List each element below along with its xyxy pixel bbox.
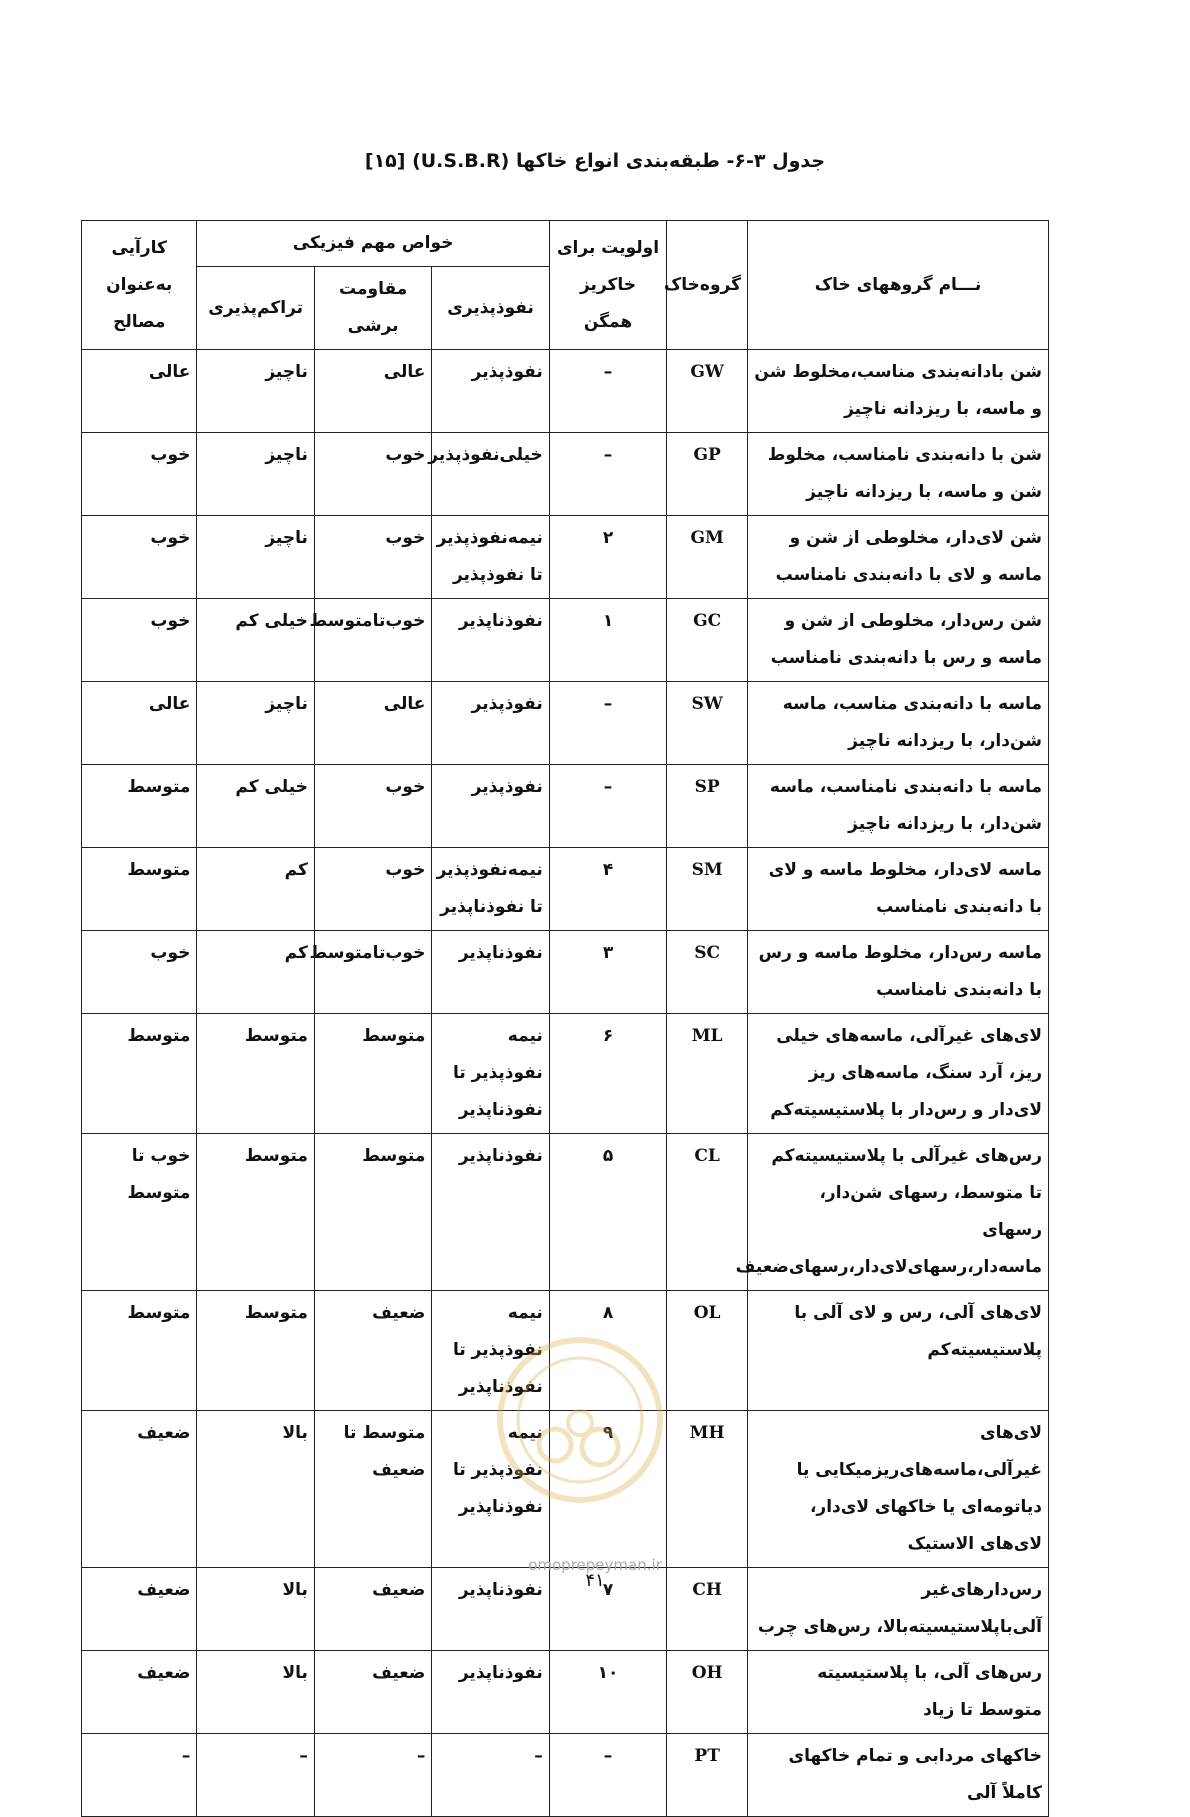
soil-group-name-cell: ماسه لای‌دار، مخلوط ماسه و لای با دانه‌بندی نامناسب (748, 848, 1049, 931)
performance-cell: خوب تا متوسط (82, 1134, 197, 1291)
soil-group-name-cell: ماسه رس‌دار، مخلوط ماسه و رس با دانه‌بندی نامناسب (748, 931, 1049, 1014)
priority-cell: ۶ (549, 1014, 666, 1134)
header-priority-line2: خاکریز همگن (579, 274, 637, 332)
header-priority (549, 221, 666, 350)
soil-group-code-cell: SC (667, 931, 748, 1014)
priority-cell: ۳ (549, 931, 666, 1014)
priority-cell: ۴ (549, 848, 666, 931)
shear-strength-cell: متوسط (314, 1014, 431, 1134)
soil-group-code-cell: MH (667, 1411, 748, 1568)
table-row (82, 848, 1049, 931)
soil-group-name-cell: رس‌های آلی، با پلاستیسیته متوسط تا زیاد (748, 1651, 1049, 1734)
compressibility-cell: متوسط (197, 1291, 314, 1411)
soil-group-code-cell: SW (667, 682, 748, 765)
compressibility-cell: خیلی کم (197, 599, 314, 682)
performance-cell: خوب (82, 931, 197, 1014)
soil-group-code-cell: OL (667, 1291, 748, 1411)
soil-group-code-cell: GW (667, 350, 748, 433)
permeability-cell: نیمه نفوذپذیر تا نفوذناپذیر (432, 1411, 549, 1568)
compressibility-cell: کم (197, 931, 314, 1014)
permeability-cell: نفوذپذیر (432, 682, 549, 765)
permeability-cell: نیمه نفوذپذیر تا نفوذناپذیر (432, 1014, 549, 1134)
table-row (82, 1734, 1049, 1817)
permeability-cell: نفوذپذیر (432, 350, 549, 433)
performance-cell: – (82, 1734, 197, 1817)
table-row (82, 1411, 1049, 1568)
table-row (82, 433, 1049, 516)
soil-group-code-cell: PT (667, 1734, 748, 1817)
performance-cell: متوسط (82, 1014, 197, 1134)
soil-group-name-cell: ماسه با دانه‌بندی نامناسب، ماسه شن‌دار، با ریزدانه ناچیز (748, 765, 1049, 848)
priority-cell: – (549, 682, 666, 765)
header-soil-group-name: نـــام گروههای خاک (748, 221, 1049, 350)
performance-cell: خوب (82, 516, 197, 599)
shear-strength-cell: متوسط (314, 1134, 431, 1291)
table-body (82, 350, 1049, 1817)
compressibility-cell: خیلی کم (197, 765, 314, 848)
table-row (82, 765, 1049, 848)
performance-cell: خوب (82, 433, 197, 516)
shear-strength-cell: متوسط تا ضعیف (314, 1411, 431, 1568)
permeability-cell: نفوذناپذیر (432, 931, 549, 1014)
priority-cell: ۵ (549, 1134, 666, 1291)
performance-cell: ضعیف (82, 1651, 197, 1734)
performance-cell: ضعیف (82, 1568, 197, 1651)
performance-cell: عالی (82, 682, 197, 765)
soil-group-code-cell: CL (667, 1134, 748, 1291)
priority-cell: ۹ (549, 1411, 666, 1568)
header-priority-line1: اولویت برای (556, 237, 660, 258)
shear-strength-cell: – (314, 1734, 431, 1817)
priority-cell: – (549, 433, 666, 516)
permeability-cell: نیمه‌نفوذپذیر تا نفوذناپذیر (432, 848, 549, 931)
permeability-cell: نفوذپذیر (432, 765, 549, 848)
table-row (82, 599, 1049, 682)
page-number: ۴۱ (585, 1570, 605, 1591)
compressibility-cell: متوسط (197, 1134, 314, 1291)
header-performance-line1: کارآیی به‌عنوان (106, 237, 173, 295)
permeability-cell: نیمه نفوذپذیر تا نفوذناپذیر (432, 1291, 549, 1411)
shear-strength-cell: ضعیف (314, 1568, 431, 1651)
soil-group-name-cell: رس‌دارهای‌غیر آلی‌باپلاستیسیته‌بالا، رس‌های چرب (748, 1568, 1049, 1651)
soil-group-name-cell: لای‌های آلی، رس و لای آلی با پلاستیسیته‌کم (748, 1291, 1049, 1411)
table-row (82, 931, 1049, 1014)
shear-strength-cell: عالی (314, 682, 431, 765)
compressibility-cell: بالا (197, 1411, 314, 1568)
soil-group-code-cell: SM (667, 848, 748, 931)
permeability-cell: – (432, 1734, 549, 1817)
permeability-cell: نفوذناپذیر (432, 599, 549, 682)
priority-cell: – (549, 350, 666, 433)
compressibility-cell: ناچیز (197, 682, 314, 765)
priority-cell: ۱ (549, 599, 666, 682)
priority-cell: ۷ (549, 1568, 666, 1651)
shear-strength-cell: ضعیف (314, 1291, 431, 1411)
soil-group-code-cell: GC (667, 599, 748, 682)
header-row-1 (82, 221, 1049, 267)
table-row (82, 516, 1049, 599)
soil-group-code-cell: ML (667, 1014, 748, 1134)
soil-group-name-cell: شن رس‌دار، مخلوطی از شن و ماسه و رس با دانه‌بندی نامناسب (748, 599, 1049, 682)
priority-cell: – (549, 1734, 666, 1817)
table-row (82, 1291, 1049, 1411)
priority-cell: – (549, 765, 666, 848)
table-caption: جدول ۳-۶- طبقه‌بندی انواع خاکها (U.S.B.R) [۱۵] (364, 150, 826, 172)
compressibility-cell: کم (197, 848, 314, 931)
compressibility-cell: ناچیز (197, 350, 314, 433)
performance-cell: متوسط (82, 765, 197, 848)
table-row (82, 350, 1049, 433)
compressibility-cell: ناچیز (197, 516, 314, 599)
compressibility-cell: متوسط (197, 1014, 314, 1134)
soil-group-code-cell: CH (667, 1568, 748, 1651)
shear-strength-cell: خوب (314, 848, 431, 931)
soil-group-code-cell: GM (667, 516, 748, 599)
priority-cell: ۱۰ (549, 1651, 666, 1734)
permeability-cell: نفوذناپذیر (432, 1651, 549, 1734)
header-compressibility: تراکم‌پذیری (197, 267, 314, 350)
soil-group-name-cell: ماسه با دانه‌بندی مناسب، ماسه شن‌دار، با ریزدانه ناچیز (748, 682, 1049, 765)
compressibility-cell: بالا (197, 1651, 314, 1734)
table-row (82, 1651, 1049, 1734)
shear-strength-cell: خوب (314, 433, 431, 516)
permeability-cell: نیمه‌نفوذپذیر تا نفوذپذیر (432, 516, 549, 599)
permeability-cell: نفوذناپذیر (432, 1568, 549, 1651)
permeability-cell: خیلی‌نفوذپذیر (432, 433, 549, 516)
performance-cell: متوسط (82, 848, 197, 931)
performance-cell: متوسط (82, 1291, 197, 1411)
header-performance (82, 221, 197, 350)
shear-strength-cell: ضعیف (314, 1651, 431, 1734)
compressibility-cell: بالا (197, 1568, 314, 1651)
watermark-site: omoprepeyman.ir (528, 1556, 662, 1574)
priority-cell: ۲ (549, 516, 666, 599)
table-row (82, 1134, 1049, 1291)
header-physical-properties: خواص مهم فیزیکی (197, 221, 549, 267)
soil-group-name-cell: شن با دانه‌بندی نامناسب، مخلوط شن و ماسه، با ریزدانه ناچیز (748, 433, 1049, 516)
priority-cell: ۸ (549, 1291, 666, 1411)
header-performance-line2: مصالح (113, 311, 166, 332)
soil-group-code-cell: GP (667, 433, 748, 516)
soil-group-name-cell: رس‌های غیرآلی با پلاستیسیته‌کم تا متوسط، رسهای شن‌دار، رسهای ماسه‌دار،رسهای‌لای‌دار،رسهای‌ضعیف (748, 1134, 1049, 1291)
shear-strength-cell: خوب‌تامتوسط (314, 931, 431, 1014)
performance-cell: عالی (82, 350, 197, 433)
compressibility-cell: ناچیز (197, 433, 314, 516)
compressibility-cell: – (197, 1734, 314, 1817)
soil-group-name-cell: لای‌های غیرآلی، ماسه‌های خیلی ریز، آرد سنگ، ماسه‌های ریز لای‌دار و رس‌دار با پلاستیسیته‌کم (748, 1014, 1049, 1134)
soil-group-code-cell: SP (667, 765, 748, 848)
shear-strength-cell: خوب (314, 516, 431, 599)
table-row (82, 682, 1049, 765)
shear-strength-cell: عالی (314, 350, 431, 433)
permeability-cell: نفوذناپذیر (432, 1134, 549, 1291)
performance-cell: ضعیف (82, 1411, 197, 1568)
shear-strength-cell: خوب‌تامتوسط (314, 599, 431, 682)
header-permeability: نفوذپذیری (432, 267, 549, 350)
soil-group-name-cell: شن لای‌دار، مخلوطی از شن و ماسه و لای با دانه‌بندی نامناسب (748, 516, 1049, 599)
performance-cell: خوب (82, 599, 197, 682)
soil-group-name-cell: خاکهای مردابی و تمام خاکهای کاملاً آلی (748, 1734, 1049, 1817)
soil-group-name-cell: لای‌های غیرآلی،ماسه‌های‌ریزمیکایی یا دیاتومه‌ای یا خاکهای لای‌دار، لای‌های الاستیک (748, 1411, 1049, 1568)
header-soil-group-code: گروه‌خاک (667, 221, 748, 350)
soil-group-code-cell: OH (667, 1651, 748, 1734)
soil-group-name-cell: شن بادانه‌بندی مناسب،مخلوط شن و ماسه، با ریزدانه ناچیز (748, 350, 1049, 433)
table-row (82, 1014, 1049, 1134)
shear-strength-cell: خوب (314, 765, 431, 848)
header-shear-strength: مقاومت برشی (314, 267, 431, 350)
